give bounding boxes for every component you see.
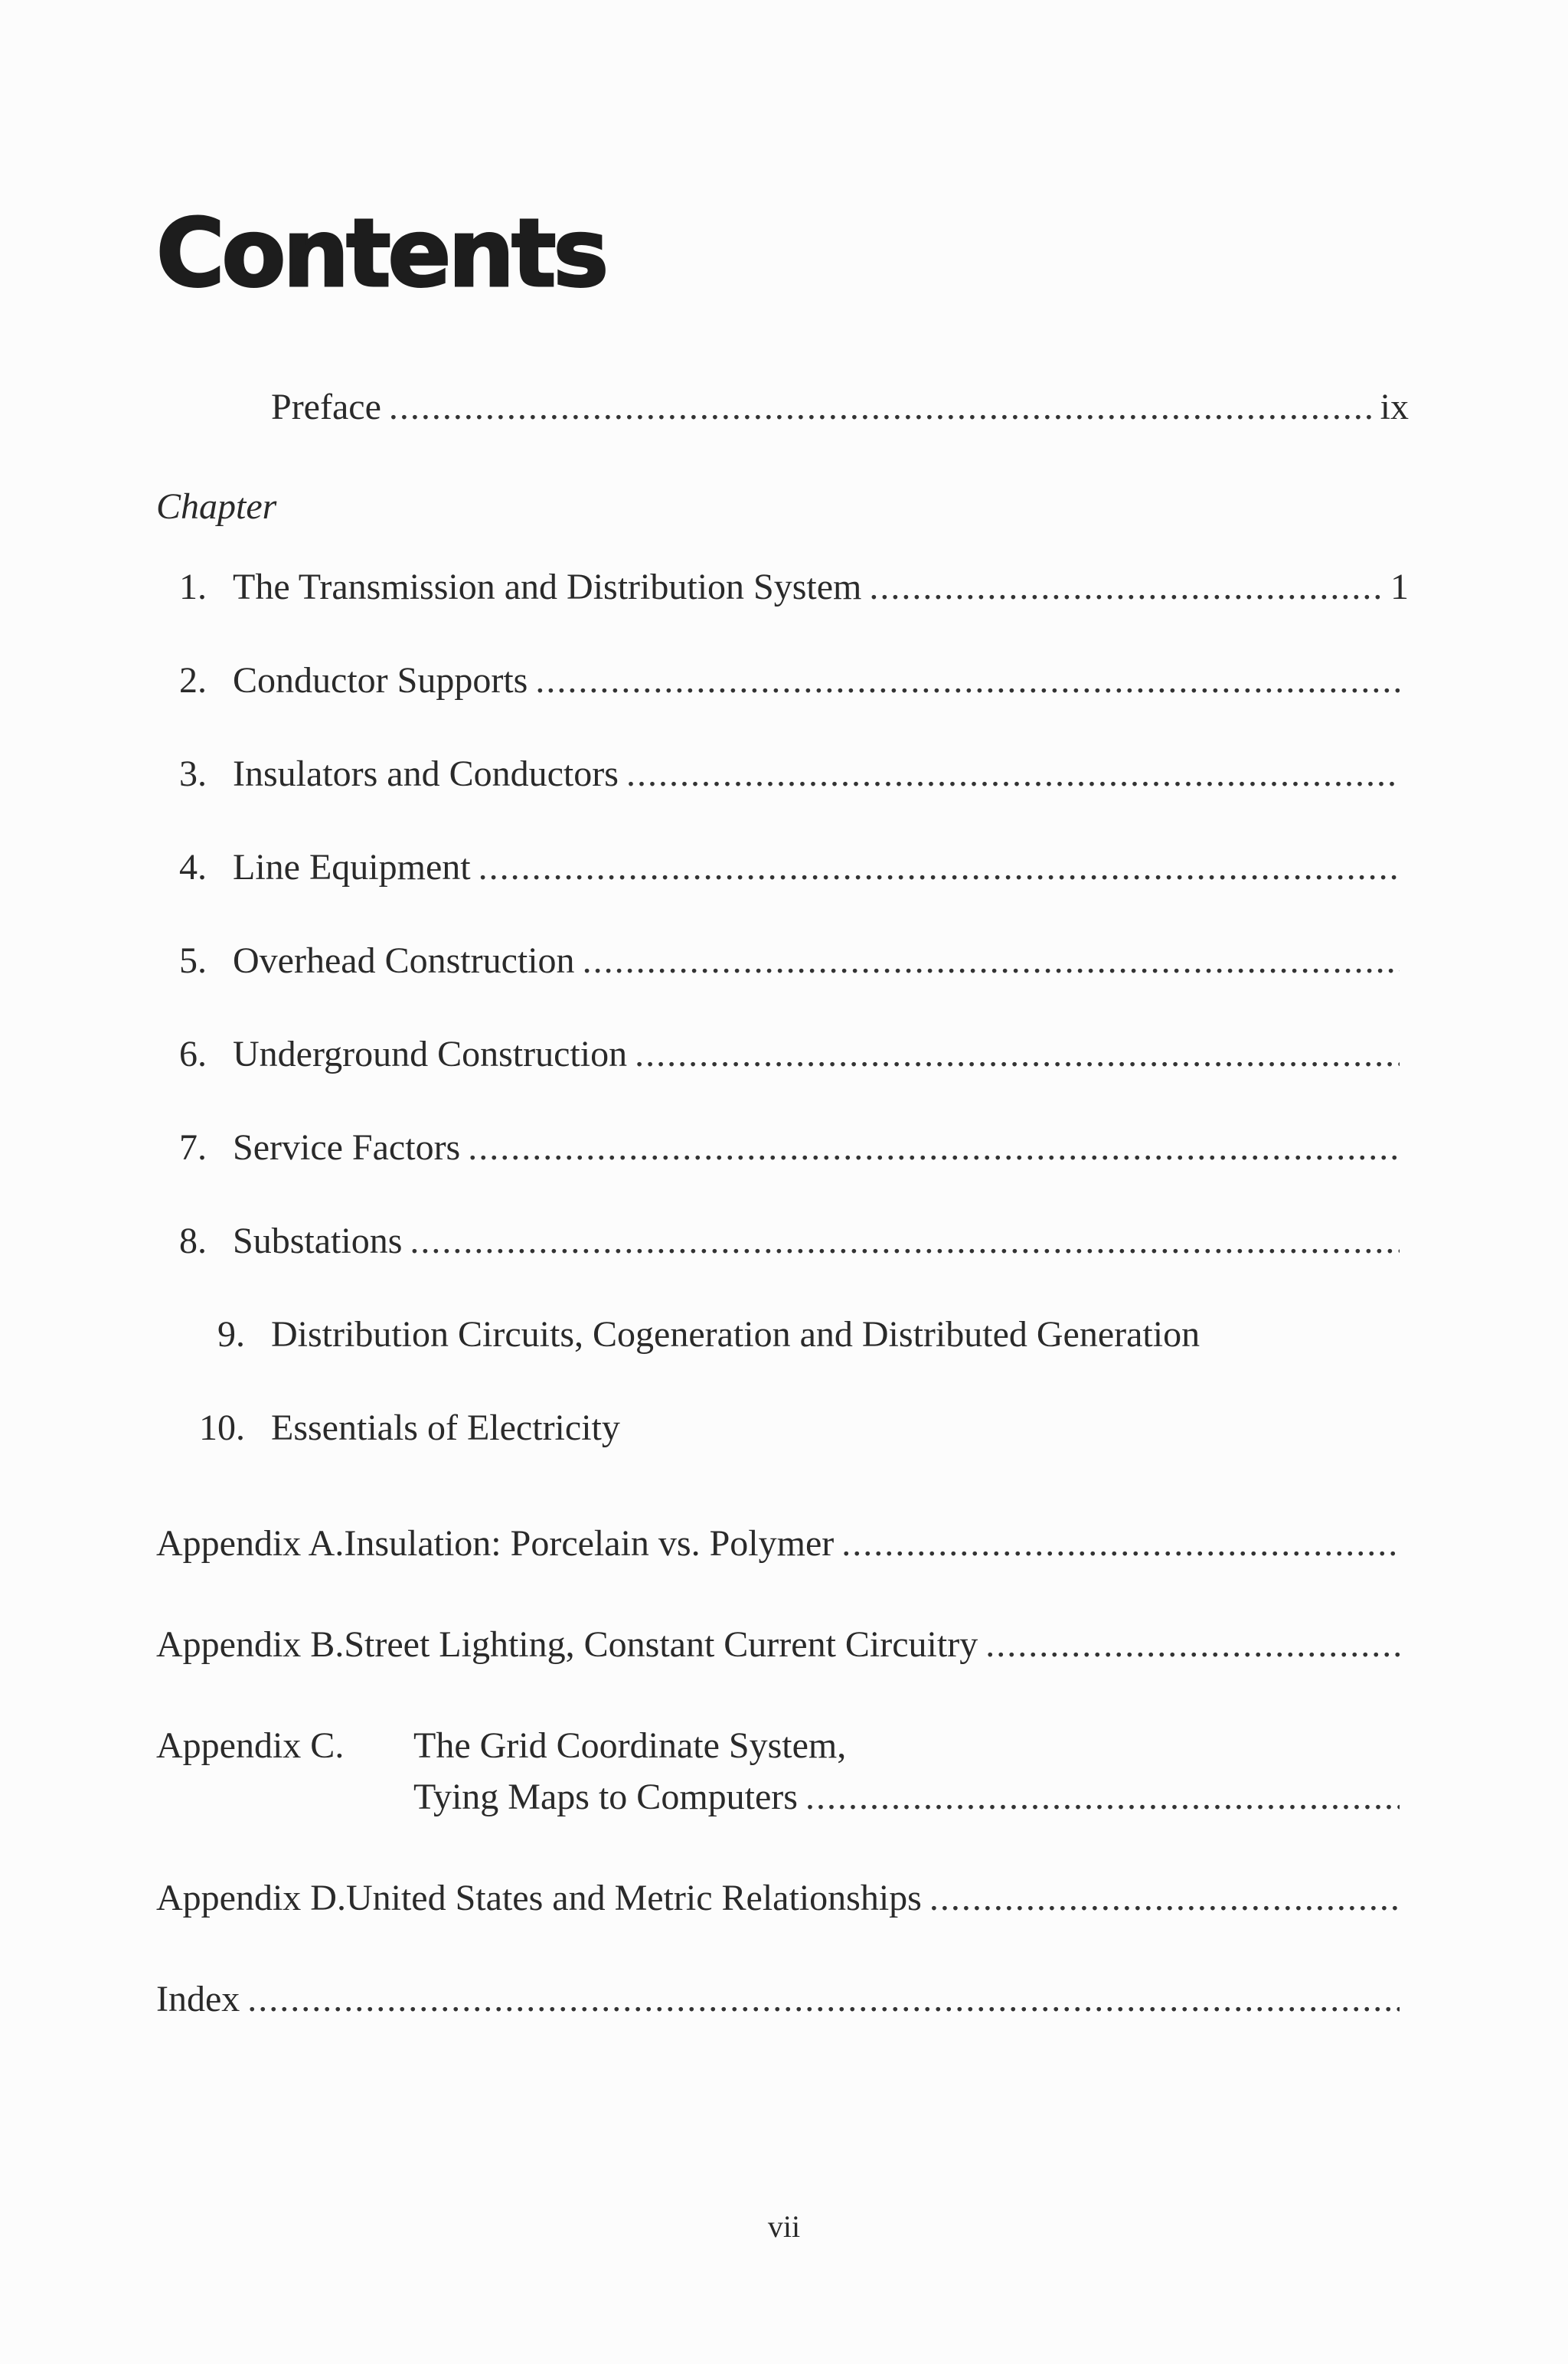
toc-entry-title: Preface: [271, 387, 381, 427]
dot-leader: [626, 750, 1400, 799]
chapter-number: 8.: [179, 1221, 207, 1261]
toc-entry-chapter: [179, 937, 1400, 986]
toc-entry-title: Essentials of Electricity: [271, 1408, 620, 1448]
toc-entry-chapter: [179, 1310, 1435, 1359]
toc-entry-chapter: [179, 1030, 1400, 1079]
chapter-number: 9.: [217, 1314, 245, 1355]
toc-entry-appendix: [156, 1722, 1400, 1771]
appendix-label: Appendix B.: [156, 1624, 345, 1665]
chapter-number: 1.: [179, 567, 207, 607]
toc-entry-chapter: [179, 750, 1400, 799]
chapter-number: 3.: [179, 754, 207, 794]
toc-entry-chapter: [179, 1404, 1435, 1453]
toc-entry-title: The Grid Coordinate System,: [413, 1725, 847, 1766]
chapter-number: 5.: [179, 940, 207, 981]
dot-leader: [468, 1123, 1400, 1172]
dot-leader: [805, 1773, 1400, 1822]
toc-entry-title: Distribution Circuits, Cogeneration and Distributed Generation: [271, 1314, 1200, 1355]
toc-entry-chapter: [179, 843, 1400, 892]
toc-entry-title: Conductor Supports: [233, 660, 528, 701]
toc-entry-title: Substations: [233, 1221, 403, 1261]
chapter-number: 10.: [199, 1408, 245, 1448]
dot-leader: [841, 1519, 1400, 1568]
toc-entry-title: Street Lighting, Constant Current Circuitry: [344, 1624, 978, 1665]
toc-entry-title: Service Factors: [233, 1127, 461, 1168]
appendix-label: Appendix D.: [156, 1878, 346, 1918]
toc-entry-title: Insulation: Porcelain vs. Polymer: [344, 1523, 835, 1564]
dot-leader: [635, 1030, 1400, 1079]
toc-entry-title: The Transmission and Distribution System: [233, 567, 862, 607]
dot-leader: [389, 383, 1376, 432]
toc-entry-title-line2: Tying Maps to Computers: [413, 1777, 798, 1817]
dot-leader: [247, 1975, 1400, 2024]
appendix-label: Appendix A.: [156, 1523, 345, 1564]
toc-entry-chapter: [179, 563, 1409, 612]
toc-entry-title: Line Equipment: [233, 847, 471, 888]
toc-entry-title: Underground Construction: [233, 1034, 628, 1074]
dot-leader: [869, 563, 1386, 612]
toc-entry-appendix: [156, 1620, 1400, 1669]
dot-leader: [929, 1874, 1400, 1923]
chapter-number: 4.: [179, 847, 207, 888]
toc-entry-chapter: [179, 1217, 1400, 1266]
toc-page-number: 1: [1390, 567, 1409, 607]
chapter-number: 2.: [179, 660, 207, 701]
toc-entry-title: Index: [156, 1979, 240, 2019]
dot-leader: [479, 843, 1400, 892]
dot-leader: [583, 937, 1400, 986]
dot-leader: [410, 1217, 1400, 1266]
toc-entry-title: Insulators and Conductors: [233, 754, 619, 794]
dot-leader: [985, 1620, 1400, 1669]
toc-entry-preface: [271, 383, 1409, 432]
chapter-number: 7.: [179, 1127, 207, 1168]
toc-entry-chapter: [179, 1123, 1400, 1172]
toc-entry-title: United States and Metric Relationships: [345, 1878, 922, 1918]
page-title: Contents: [156, 199, 606, 308]
toc-page-number: ix: [1380, 387, 1409, 427]
dot-leader: [535, 656, 1400, 705]
toc-entry-appendix-continuation: [413, 1773, 1400, 1822]
page-number: vii: [767, 2209, 801, 2244]
chapter-heading: Chapter: [156, 486, 277, 527]
toc-entry-appendix: [156, 1874, 1400, 1923]
toc-entry-index: [156, 1975, 1400, 2024]
chapter-number: 6.: [179, 1034, 207, 1074]
toc-entry-title: Overhead Construction: [233, 940, 575, 981]
toc-entry-chapter: [179, 656, 1400, 705]
appendix-label: Appendix C.: [156, 1725, 345, 1766]
toc-entry-appendix: [156, 1519, 1400, 1568]
